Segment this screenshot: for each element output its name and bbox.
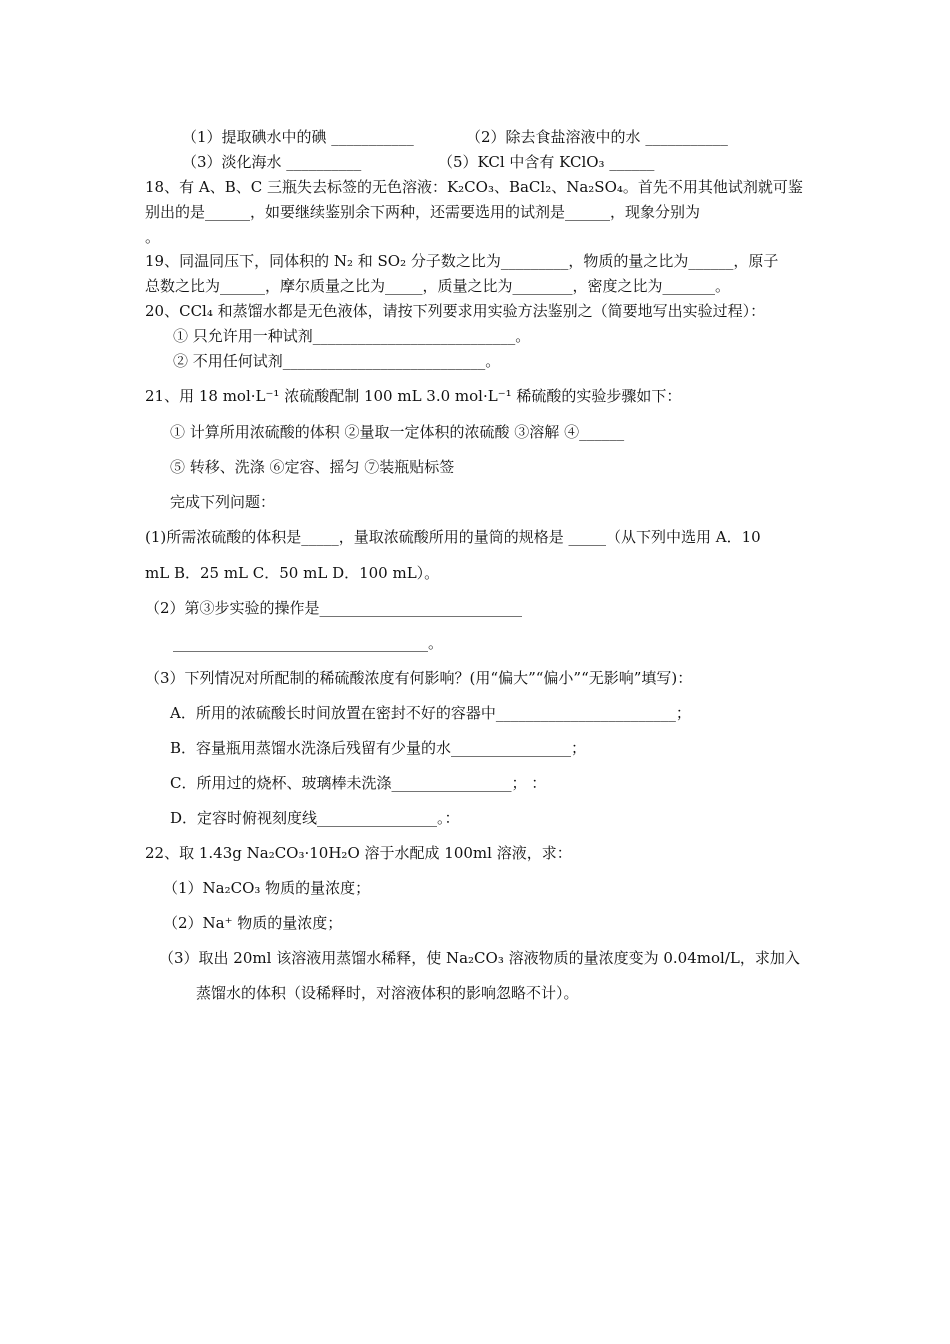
q19-line-1: 19、同温同压下，同体积的 N₂ 和 SO₂ 分子数之比为_________，物质的量之比为______，原子 [145,252,779,270]
q19-line-2: 总数之比为______，摩尔质量之比为_____，质量之比为________，密度之比为_______。 [145,277,731,295]
q22-part-1: （1）Na₂CO₃ 物质的量浓度； [163,879,371,897]
q22-part-2: （2）Na⁺ 物质的量浓度； [163,914,343,932]
q20-line-1: 20、CCl₄ 和蒸馏水都是无色液体，请按下列要求用实验方法鉴别之（简要地写出实验过程）： [145,302,766,320]
q21-part-1-line-1: (1)所需浓硫酸的体积是_____，量取浓硫酸所用的量筒的规格是 _____（从下列中选用 A．10 [145,528,761,546]
q18-line-1: 18、有 A、B、C 三瓶失去标签的无色溶液：K₂CO₃、BaCl₂、Na₂SO₄。首先不用其他试剂就可鉴 [145,178,803,196]
q21-part-3-item-A: A．所用的浓硫酸长时间放置在密封不好的容器中________________________； [170,704,691,722]
q21-prompt: 完成下列问题： [170,493,276,511]
q21-part-1-line-2: mL B．25 mL C．50 mL D．100 mL）。 [145,564,440,582]
q21-part-2-line-1: （2）第③步实验的操作是___________________________ [145,599,523,617]
q18-line-2: 别出的是______，如要继续鉴别余下两种，还需要选用的试剂是______，现象分别为 [145,203,701,221]
q17-option-1: （1）提取碘水中的碘 ___________ [182,128,414,146]
q17-option-2: （2）除去食盐溶液中的水 ___________ [466,128,728,146]
q21-part-2-line-2: __________________________________。 [173,634,444,652]
q21-steps-1: ① 计算所用浓硫酸的体积 ②量取一定体积的浓硫酸 ③溶解 ④______ [170,423,625,441]
q21-part-3-item-C: C．所用过的烧杯、玻璃棒未洗涤________________； ： [170,774,547,792]
q21-steps-2: ⑤ 转移、洗涤 ⑥定容、摇匀 ⑦装瓶贴标签 [170,458,455,476]
q20-item-2: ② 不用任何试剂___________________________。 [173,352,501,370]
q21-line-1: 21、用 18 mol·L⁻¹ 浓硫酸配制 100 mL 3.0 mol·L⁻¹ 稀硫酸的实验步骤如下： [145,387,682,405]
q21-part-3-line-1: （3）下列情况对所配制的稀硫酸浓度有何影响？(用“偏大”“偏小”“无影响”填写)： [145,669,693,687]
q22-line-1: 22、取 1.43g Na₂CO₃·10H₂O 溶于水配成 100ml 溶液，求： [145,844,572,862]
q22-part-3-line-1: （3）取出 20ml 该溶液用蒸馏水稀释，使 Na₂CO₃ 溶液物质的量浓度变为 0.04mol/L，求加入 [159,949,800,967]
q18-line-3: 。 [145,228,161,246]
q17-option-5: （5）KCl 中含有 KClO₃ ______ [438,153,655,171]
q21-part-3-item-B: B．容量瓶用蒸馏水洗涤后残留有少量的水________________； [170,739,587,757]
q20-item-1: ① 只允许用一种试剂___________________________。 [173,327,531,345]
q22-part-3-line-2: 蒸馏水的体积（设稀释时，对溶液体积的影响忽略不计）。 [196,984,579,1002]
q21-part-3-item-D: D．定容时俯视刻度线________________。： [170,809,460,827]
q17-option-3: （3）淡化海水 __________ [182,153,362,171]
